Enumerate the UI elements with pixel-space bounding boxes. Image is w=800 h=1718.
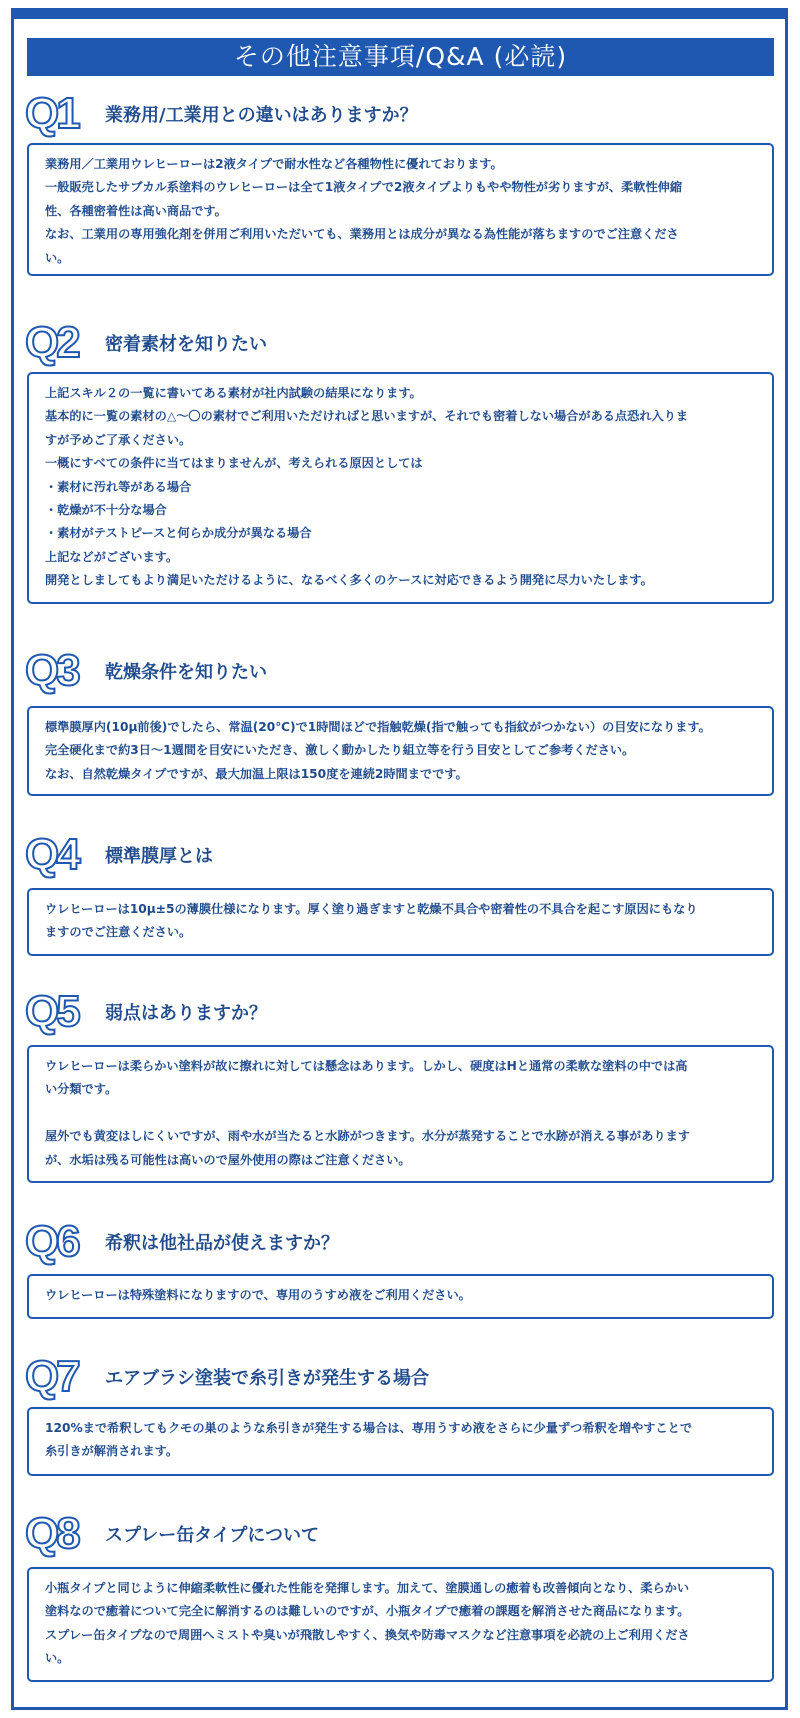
answer-line: ますのでご注意ください。 [45, 925, 192, 940]
question-title: 標準膜厚とは [105, 846, 213, 867]
question-header [25, 987, 774, 1036]
answer-line: ・素材に汚れ等がある場合 [45, 479, 192, 494]
question-title: 密着素材を知りたい [105, 334, 267, 355]
qa-item-3 [25, 646, 774, 781]
answer-line: 屋外でも黄変はしにくいですが、雨や水が当たると水跡がつきます。水分が蒸発することで水跡が消える事があります [45, 1129, 690, 1144]
answer-line: 塗料なので癒着について完全に解消するのは難しいのですが、小瓶タイプで癒着の課題を解消させた商品になります。 [45, 1604, 690, 1619]
answer-line: ・素材がテストピースと何らか成分が異なる場合 [45, 526, 312, 541]
answer-line: ウレヒーローは特殊塗料になりますので、専用のうすめ液をご利用ください。 [45, 1288, 471, 1302]
question-header [25, 646, 774, 695]
answer-line: ウレヒーローは柔らかい塗料が故に擦れに対しては懸念はあります。しかし、硬度はHと通常の柔軟な塗料の中では高 [45, 1059, 688, 1073]
answer-line: ウレヒーローは10μ±5の薄膜仕様になります。厚く塗り過ぎますと乾燥不具合や密着性の不具合を起こす原因にもなり [45, 902, 698, 916]
question-header [25, 830, 774, 879]
answer-line: 一般販売したサブカル系塗料のウレヒーローは全て1液タイプで2液タイプよりもやや物性が劣りますが、柔軟性伸縮 [45, 180, 683, 195]
answer-line: 開発としましてもより満足いただけるように、なるべく多くのケースに対応できるよう開発に尽力いたします。 [45, 573, 653, 588]
answer-line: が、水垢は残る可能性は高いので屋外使用の際はご注意ください。 [45, 1152, 411, 1167]
answer-line: スプレー缶タイプなので周囲へミストや臭いが飛散しやすく、換気や防毒マスクなど注意事項を必読の上ご利用くださ [45, 1627, 690, 1642]
q-badge: Q5 [25, 987, 78, 1036]
answer-line: 小瓶タイプと同じように伸縮柔軟性に優れた性能を発揮します。加えて、塗膜通しの癒着も改善傾向となり、柔らかい [45, 1581, 690, 1595]
q-badge: Q2 [25, 318, 78, 367]
answer-line: い。 [45, 250, 70, 265]
question-title: 業務用/工業用との違いはありますか？ [105, 105, 418, 126]
qa-item-4 [25, 830, 774, 940]
answer-line: 業務用／工業用ウレヒーローは2液タイプで耐水性など各種物性に優れております。 [45, 157, 503, 171]
qa-item-7 [25, 1352, 774, 1459]
q-badge: Q1 [25, 89, 78, 138]
answer-line: い分類です。 [45, 1082, 118, 1097]
qa-item-5 [25, 987, 774, 1167]
answer-line: 120%まで希釈してもクモの巣のような糸引きが発生する場合は、専用うすめ液をさらに少量ずつ希釈を増やすことで [45, 1421, 693, 1435]
answer-line: 基本的に一覧の素材の△〜〇の素材でご利用いただければと思いますが、それでも密着しない場合がある点恐れ入りま [45, 409, 689, 424]
question-title: エアブラシ塗装で糸引きが発生する場合 [105, 1368, 429, 1389]
qa-item-8 [25, 1509, 774, 1666]
answer-box [27, 706, 774, 796]
answer-box [27, 888, 774, 956]
answer-line: 糸引きが解消されます。 [45, 1444, 179, 1459]
q-badge: Q6 [25, 1217, 78, 1266]
question-title: スプレー缶タイプについて [105, 1525, 320, 1546]
question-header [25, 1352, 774, 1401]
question-header [25, 1509, 774, 1558]
answer-line: 性、各種密着性は高い商品です。 [45, 203, 227, 218]
page-title: その他注意事項/Q&A (必読) [27, 38, 774, 76]
answer-box [27, 143, 774, 276]
answer-box [27, 1567, 774, 1682]
answer-box [27, 1407, 774, 1476]
answer-line: い。 [45, 1651, 70, 1666]
answer-line: 上記スキル２の一覧に書いてある素材が社内試験の結果になります。 [45, 386, 422, 400]
q-badge: Q8 [25, 1509, 78, 1558]
question-title: 弱点はありますか？ [105, 1003, 267, 1024]
answer-line: ・乾燥が不十分な場合 [45, 503, 167, 518]
qa-item-2 [25, 318, 774, 588]
qa-item-1 [25, 89, 774, 265]
q-badge: Q3 [25, 646, 78, 695]
question-header [25, 89, 774, 138]
answer-line: なお、自然乾燥タイプですが、最大加温上限は150度を連続2時間までです。 [45, 766, 468, 781]
answer-line: 上記などがございます。 [45, 549, 179, 564]
qa-item-6 [25, 1217, 774, 1302]
q-badge: Q4 [25, 830, 78, 879]
answer-box [27, 1274, 774, 1319]
question-header [25, 318, 774, 367]
answer-box [27, 372, 774, 604]
question-title: 希釈は他社品が使えますか？ [105, 1233, 339, 1254]
q-badge: Q7 [25, 1352, 78, 1401]
answer-line: すが予めご了承ください。 [45, 432, 192, 447]
answer-line [45, 1102, 758, 1125]
answer-line: なお、工業用の専用強化剤を併用ご利用いただいても、業務用とは成分が異なる為性能が落ちますのでご注意くださ [45, 227, 679, 242]
answer-box [27, 1045, 774, 1183]
answer-line: 一概にすべての条件に当てはまりませんが、考えられる原因としては [45, 456, 423, 471]
question-header [25, 1217, 774, 1266]
answer-line: 標準膜厚内(10μ前後)でしたら、常温(20℃)で1時間ほどで指触乾燥(指で触っても指紋がつかない）の目安になります。 [45, 720, 711, 734]
answer-line: 完全硬化まで約3日〜1週間を目安にいただき、激しく動かしたり組立等を行う目安としてご参考ください。 [45, 743, 635, 758]
question-title: 乾燥条件を知りたい [105, 662, 267, 683]
